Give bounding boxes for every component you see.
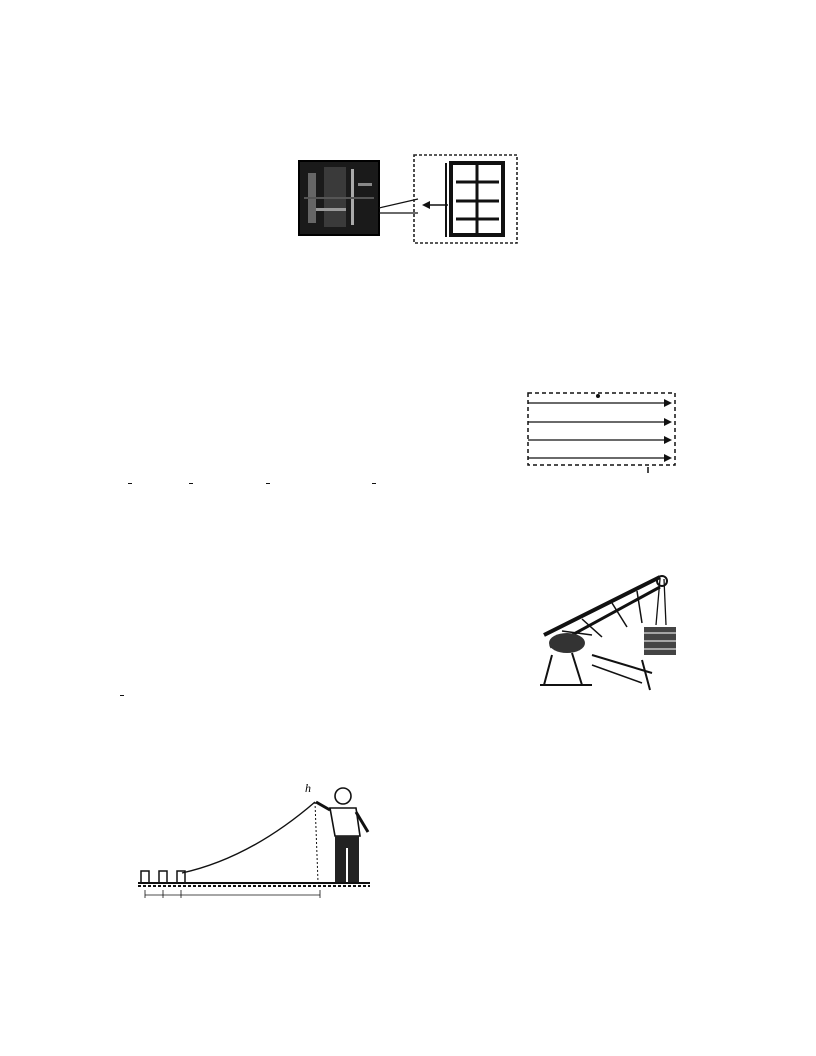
q8-option-d[interactable] xyxy=(120,684,124,703)
q6-door-figure xyxy=(296,153,521,248)
q7-option-b[interactable] xyxy=(185,476,193,491)
q7-field-figure xyxy=(520,387,680,485)
q7-option-c[interactable] xyxy=(258,476,270,491)
q8-crane-figure xyxy=(532,565,692,700)
q7-option-d[interactable] xyxy=(368,476,376,491)
q9-bottle-game-figure xyxy=(130,778,380,910)
q7-option-a[interactable] xyxy=(120,476,132,491)
svg-text:h: h xyxy=(305,781,311,795)
